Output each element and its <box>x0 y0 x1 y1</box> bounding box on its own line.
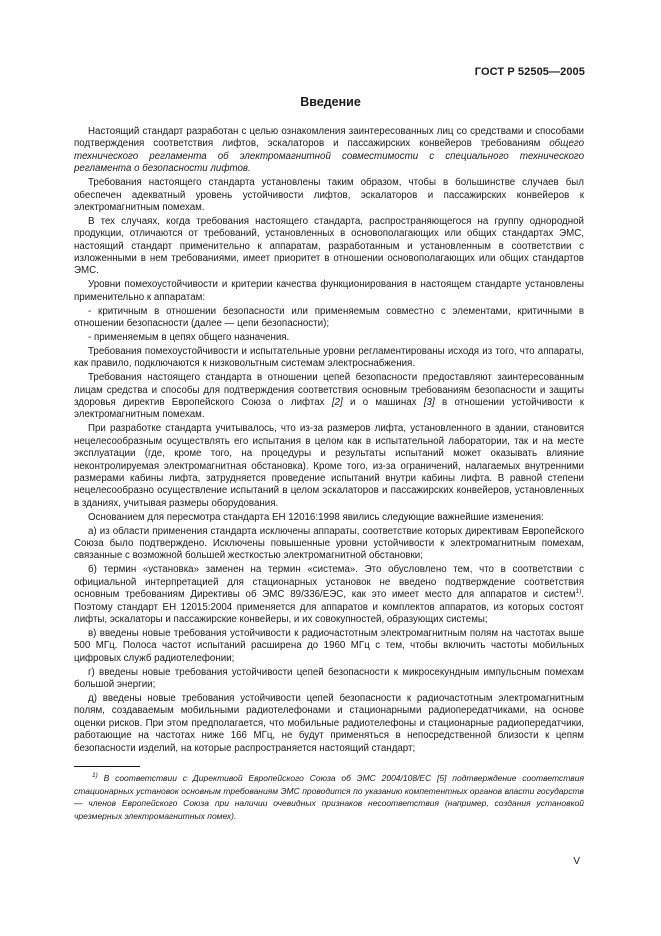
list-item: б) термин «установка» заменен на термин «система». Это обусловлено тем, что в соответствии с официальной интерпретацией для стационарных установок не введено подтверждение соответствия основным требованиям Директивы об ЭМС 89/336/ЕЭС, как это имеет место для аппаратов и систем$^{1)}$. Поэтому стандарт ЕН 12015:2004 применяется для аппаратов и комплектов аппаратов, из которых состоят лифты, эскалаторы и пассажирские конвейеры, и их совокупностей, образующих системы; <box>74 564 584 625</box>
list-item: - критичным в отношении безопасности или применяемым совместно с элементами, критичными в отношении безопасности (далее — цепи безопасности); <box>74 305 584 330</box>
citation-ref: [3] <box>423 397 435 409</box>
page-number: V <box>573 856 580 867</box>
document-code: ГОСТ Р 52505—2005 <box>474 66 585 78</box>
paragraph: Требования помехоустойчивости и испытательные уровни регламентированы исходя из того, что аппараты, как правило, подключаются к низковольтным системам электроснабжения. <box>74 345 584 370</box>
list-item: а) из области применения стандарта исключены аппараты, соответствие которых директивам Европейского Союза было подтверждено. Исключены повышенные уровни устойчивости к электромагнитным помехам, связанные с возможной большей жесткостью электромагнитной обстановки; <box>74 525 584 562</box>
list-item: - применяемым в цепях общего назначения. <box>88 332 290 343</box>
paragraph: Основанием для пересмотра стандарта ЕН 12016:1998 явились следующие важнейшие изменения: <box>88 511 544 523</box>
footnote-marker: 1) <box>92 772 98 780</box>
paragraph: В тех случаях, когда требования настоящего стандарта, распространяющегося на группу однородной продукции, отличаются от требований, установленных в основополагающих или общих стандартах ЭМС, настоящий стандарт применительно к аппаратам, разработанным и установленным в соответствии с изложенными в нем требованиями, имеет приоритет в отношении основополагающих или общих стандартов ЭМС. <box>74 215 584 277</box>
footnote-divider <box>74 766 140 767</box>
paragraph: Уровни помехоустойчивости и критерии качества функционирования в настоящем стандарте установлены применительно к аппаратам: <box>74 279 584 303</box>
section-title: Введение <box>300 95 361 109</box>
paragraph: Требования настоящего стандарта установлены таким образом, чтобы в большинстве случаев был обеспечен адекватный уровень устойчивости лифтов, эскалаторов и пассажирских конвейеров к электромагнитным помехам. <box>74 177 584 213</box>
footnote-marker: 1) <box>575 587 582 595</box>
list-item: в) введены новые требования устойчивости к радиочастотным электромагнитным полям на частотах выше 500 МГц. Полоса частот испытаний расширена до 1960 МГц с тем, чтобы включить частоты мобильных цифровых служб радиотелефонии; <box>74 627 584 664</box>
regulation-reference: общего технического регламента об электромагнитной совместимости с специального технического регламента о безопасности лифтов. <box>74 138 584 175</box>
paragraph-purpose: Настоящий стандарт разработан с целью ознакомления заинтересованных лиц со средствами и способами подтверждения соответствия лифтов, эскалаторов и пассажирских конвейеров требованиям общего технического регламента об электромагнитной совместимости с специального технического регламента о безопасности лифтов. <box>74 126 584 175</box>
list-item: г) введены новые требования устойчивости цепей безопасности к микросекундным импульсным помехам большой энергии; <box>74 666 584 690</box>
paragraph-directives: Требования настоящего стандарта в отношении цепей безопасности предоставляют заинтересованным лицам средства и способы для подтверждения соответствия основным требованиям безопасности и защиты здоровья директив Европейского Союза о лифтах [2] и о машинах [3] в отношении устойчивости к электромагнитным помехам. <box>74 372 584 421</box>
paragraph: При разработке стандарта учитывалось, что из-за размеров лифта, установленного в здании, становится нецелесообразным осуществлять его испытания в целом как в испытательной лаборатории, так и на месте эксплуатации (где, кроме того, на процедуры и результаты испытаний может оказывать влияние неконтролируемая электромагнитная обстановка). Кроме того, из-за ограничений, налагаемых внутренними размерами кабины лифта, затрудняется проведение испытаний внутри кабины лифта. В равной степени нецелесообразно осуществление испытаний в целом эскалаторов и пассажирских конвейеров, установленных в зданиях, учитывая размеры оборудования. <box>74 423 584 509</box>
body-text <box>74 126 584 756</box>
list-item: д) введены новые требования устойчивости цепей безопасности к радиочастотным электромагнитным полям, создаваемым мобильными радиотелефонами и стационарными радиопередатчиками, на основе оценки рисков. При этом предполагается, что мобильные радиотелефоны и стационарные радиопередатчики, работающие на частотах ниже 166 МГц, не будут применяться в непосредственной близости к цепям безопасности изделий, на которые распространяется настоящий стандарт; <box>74 692 584 754</box>
citation-ref: [2] <box>331 397 343 409</box>
footnote: $^{1)}$ В соответствии с Директивой Европейского Союза об ЭМС 2004/108/ЕС [5] подтверждение соответствия стационарных установок основным требованиям ЭМС проводится по указанию компетентных органов власти государств — членов Европейского Союза при наличии очевидных признаков несоответствия (например, создания установкой чрезмерных электромагнитных помех). <box>74 772 584 821</box>
